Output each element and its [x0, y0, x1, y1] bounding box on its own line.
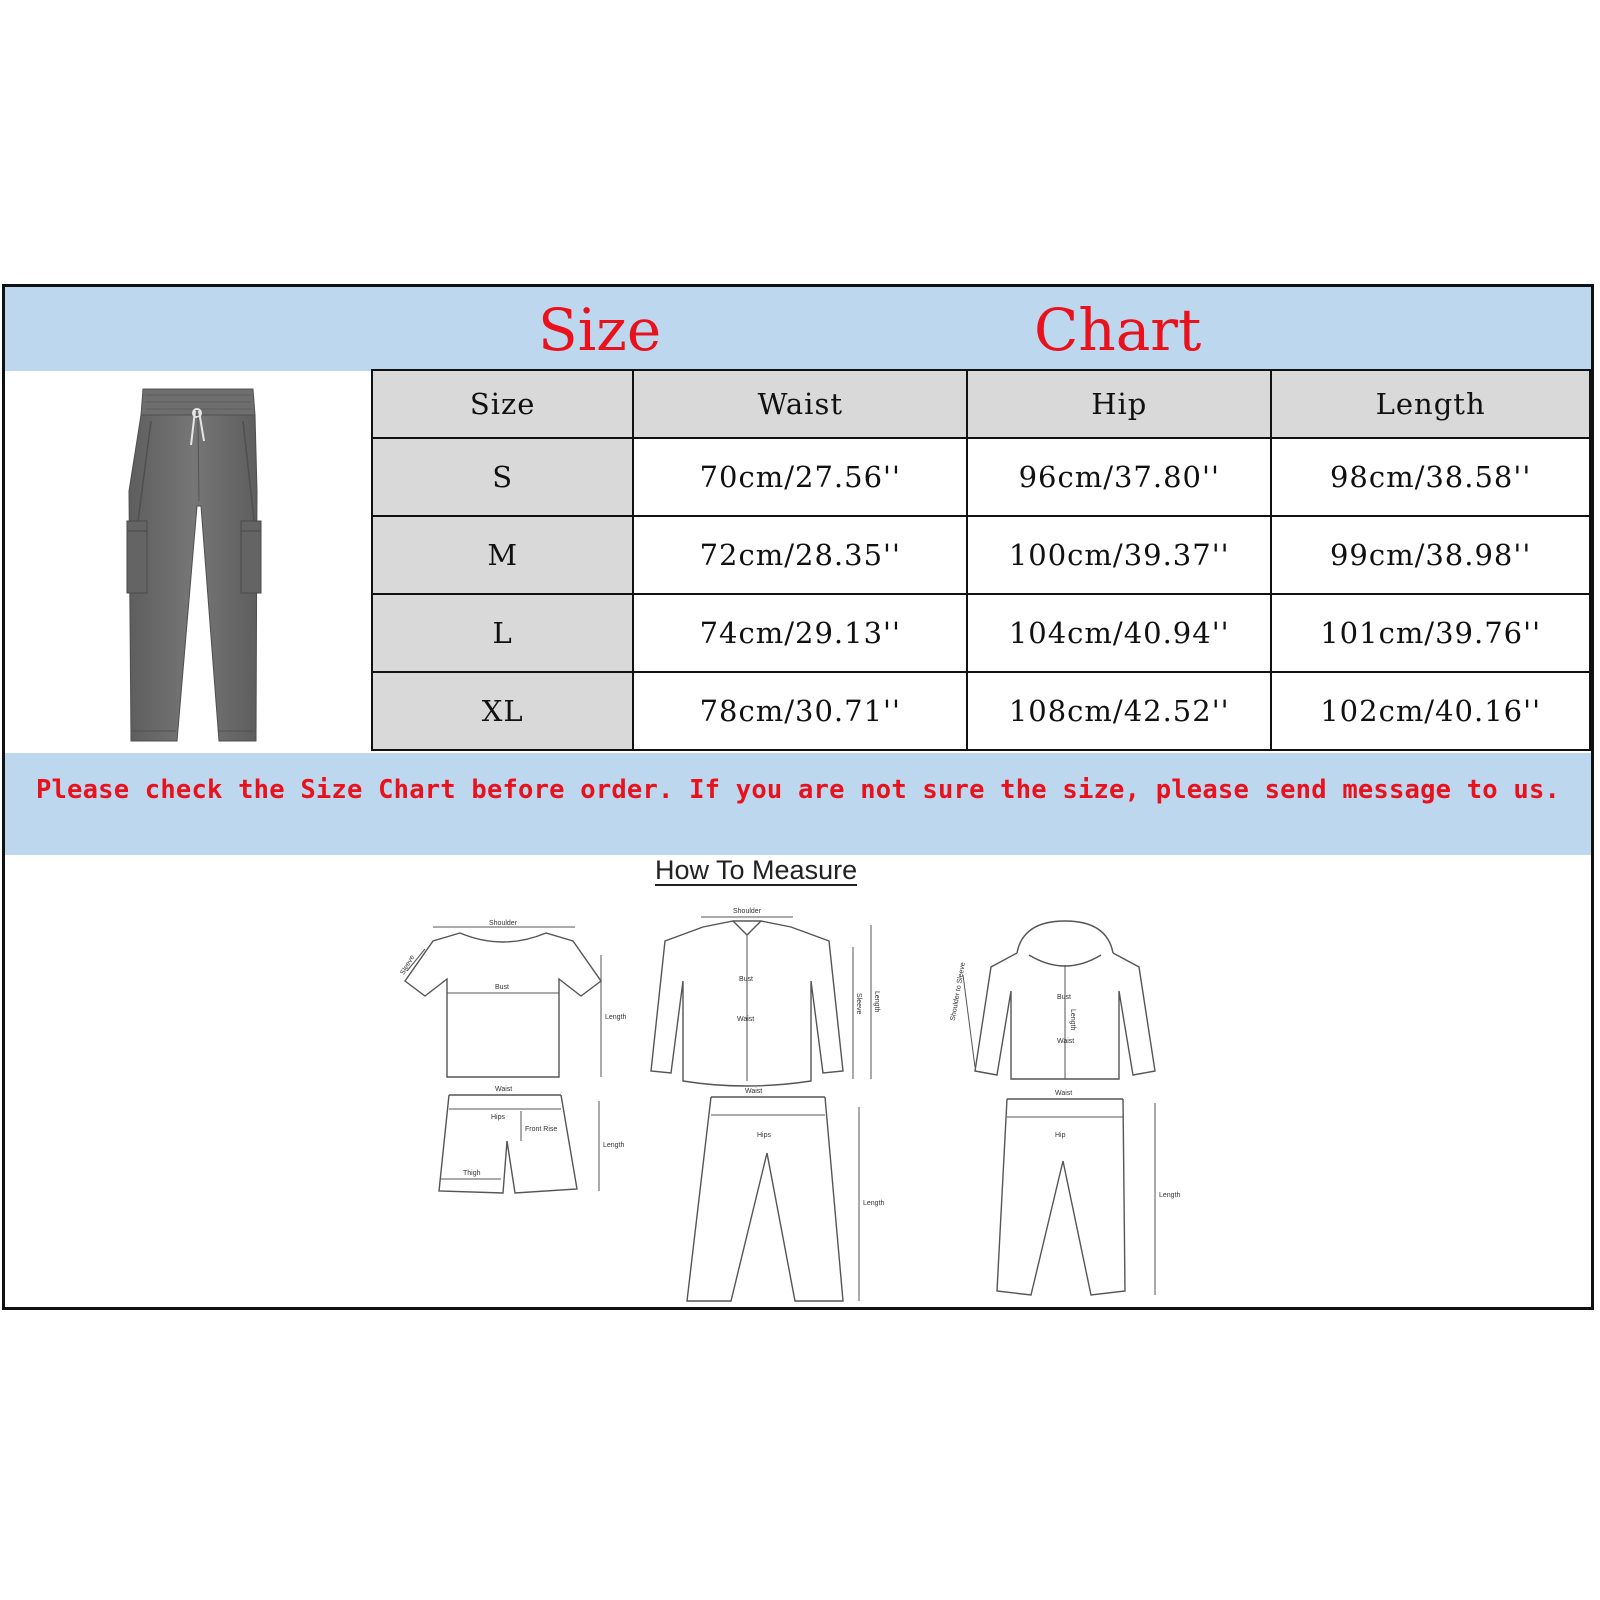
hoodie-diagram: [950, 921, 1155, 1079]
label-length: Length: [605, 1014, 627, 1021]
waist-cell: 74cm/29.13'': [633, 594, 967, 672]
size-cell: XL: [372, 672, 633, 750]
label-shoulder: Shoulder: [489, 920, 518, 927]
label-length: Length: [603, 1142, 625, 1149]
shirt-diagram: [651, 908, 880, 1086]
label-length: Length: [873, 991, 880, 1013]
label-waist: Waist: [737, 1016, 755, 1023]
label-waist: Waist: [1055, 1090, 1073, 1097]
waist-cell: 70cm/27.56'': [633, 438, 967, 516]
label-length: Length: [1069, 1009, 1076, 1031]
label-waist: Waist: [745, 1088, 763, 1095]
title-banner: [5, 287, 1591, 371]
table-row: [372, 516, 1590, 594]
label-hip: Hip: [1055, 1132, 1066, 1139]
table-row: [372, 594, 1590, 672]
label-waist: Waist: [495, 1086, 513, 1093]
title-word-size: Size: [538, 296, 662, 364]
label-sleeve: Sleeve: [399, 954, 417, 977]
hip-cell: 100cm/39.37'': [967, 516, 1271, 594]
waist-cell: 72cm/28.35'': [633, 516, 967, 594]
joggers-diagram: [997, 1090, 1181, 1295]
label-sleeve: Sleeve: [855, 993, 862, 1015]
label-front-rise: Front Rise: [525, 1126, 558, 1133]
length-cell: 98cm/38.58'': [1271, 438, 1590, 516]
length-cell: 99cm/38.98'': [1271, 516, 1590, 594]
length-cell: 101cm/39.76'': [1271, 594, 1590, 672]
how-to-measure-title: How To Measure: [655, 855, 858, 885]
label-shoulder-to-sleeve: Shoulder to Sleeve: [949, 961, 967, 1022]
header-waist: Waist: [633, 370, 967, 438]
table-row: [372, 438, 1590, 516]
hip-cell: 108cm/42.52'': [967, 672, 1271, 750]
size-cell: S: [372, 438, 633, 516]
waist-cell: 78cm/30.71'': [633, 672, 967, 750]
hip-cell: 104cm/40.94'': [967, 594, 1271, 672]
hip-cell: 96cm/37.80'': [967, 438, 1271, 516]
label-hips: Hips: [757, 1132, 772, 1139]
length-cell: 102cm/40.16'': [1271, 672, 1590, 750]
label-length: Length: [863, 1200, 885, 1207]
how-to-measure-diagram: [365, 891, 1225, 1309]
size-cell: L: [372, 594, 633, 672]
table-header-row: [372, 370, 1590, 438]
size-chart-sheet: [2, 284, 1594, 1310]
cargo-pants-image: [5, 371, 373, 753]
notice-banner: [5, 753, 1591, 855]
label-bust: Bust: [1057, 994, 1072, 1001]
header-size: Size: [372, 370, 633, 438]
tshirt-diagram: [399, 920, 626, 1077]
size-table: [371, 369, 1591, 751]
table-row: [372, 672, 1590, 750]
label-hips: Hips: [491, 1114, 506, 1121]
header-length: Length: [1271, 370, 1590, 438]
label-bust: Bust: [495, 984, 510, 991]
shorts-diagram: [439, 1086, 625, 1193]
notice-text: Please check the Size Chart before order. If you are not sure the size, please send message to us.: [35, 775, 1561, 805]
label-bust: Bust: [739, 976, 754, 983]
title-word-chart: Chart: [1034, 296, 1202, 364]
header-hip: Hip: [967, 370, 1271, 438]
size-cell: M: [372, 516, 633, 594]
label-thigh: Thigh: [463, 1170, 481, 1177]
label-waist: Waist: [1057, 1038, 1075, 1045]
label-length: Length: [1159, 1192, 1181, 1199]
label-shoulder: Shoulder: [733, 908, 762, 915]
product-image: [5, 371, 373, 753]
trousers-diagram: [687, 1088, 885, 1301]
